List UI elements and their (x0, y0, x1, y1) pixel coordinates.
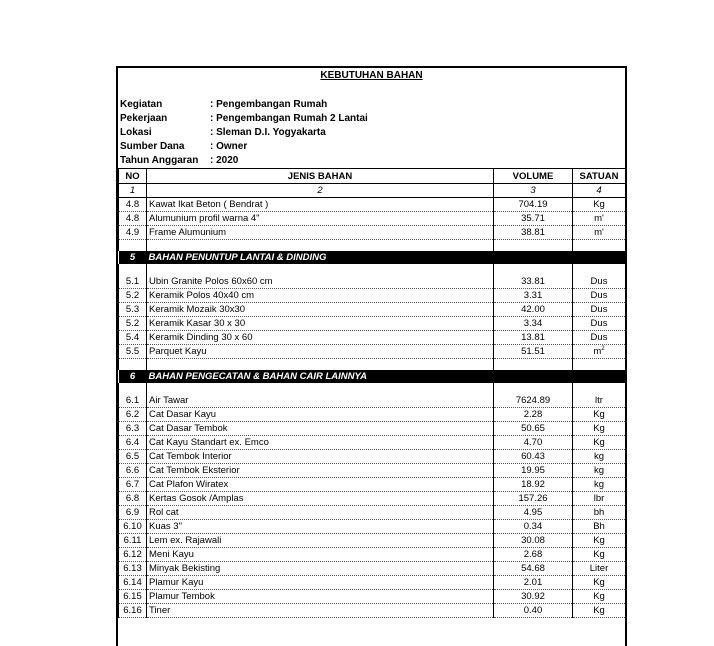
item-unit: ltr (573, 394, 626, 408)
section-no: 6 (119, 370, 147, 383)
info-label: Tahun Anggaran (120, 155, 199, 166)
item-unit: m' (573, 226, 626, 240)
blank-cell (573, 264, 626, 275)
item-volume: 4.95 (494, 506, 573, 520)
column-number-row (119, 184, 626, 198)
item-name: Lem ex. Rajawali (147, 534, 494, 548)
blank-cell (119, 383, 147, 394)
table-row[interactable] (119, 450, 626, 464)
blank-cell (147, 240, 494, 252)
item-unit: Dus (573, 275, 626, 289)
table-row[interactable] (119, 394, 626, 408)
section-title: BAHAN PENGECATAN & BAHAN CAIR LAINNYA (147, 370, 626, 383)
blank-cell (119, 264, 147, 275)
item-no: 6.1 (119, 394, 147, 408)
item-unit: Dus (573, 317, 626, 331)
item-name: Kuas 3" (147, 520, 494, 534)
item-unit: bh (573, 506, 626, 520)
item-volume: 33.81 (494, 275, 573, 289)
item-name: Cat Tembok Interior (147, 450, 494, 464)
item-name: Plamur Kayu (147, 576, 494, 590)
info-label: Pekerjaan (120, 113, 168, 124)
table-row[interactable] (119, 478, 626, 492)
item-unit: Kg (573, 198, 626, 212)
item-volume: 7624.89 (494, 394, 573, 408)
item-name: Parquet Kayu (147, 345, 494, 359)
item-no: 4.8 (119, 212, 147, 226)
item-no: 4.9 (119, 226, 147, 240)
sheet-title: KEBUTUHAN BAHAN (320, 70, 423, 81)
item-no: 6.5 (119, 450, 147, 464)
item-no: 6.11 (119, 534, 147, 548)
spreadsheet-sheet (116, 66, 627, 646)
item-name: Cat Tembok Eksterior (147, 464, 494, 478)
table-row[interactable] (119, 289, 626, 303)
blank-cell (147, 383, 494, 394)
info-value: : Sleman D.I. Yogyakarta (210, 127, 326, 138)
item-volume: 60.43 (494, 450, 573, 464)
info-value: : Pengembangan Rumah 2 Lantai (210, 113, 368, 124)
item-name: Alumunium profil warna 4" (147, 212, 494, 226)
item-volume: 0.34 (494, 520, 573, 534)
item-volume: 19.95 (494, 464, 573, 478)
col-number: 1 (119, 184, 147, 198)
table-row[interactable] (119, 548, 626, 562)
item-no: 6.10 (119, 520, 147, 534)
table-row[interactable] (119, 275, 626, 289)
item-unit: Dus (573, 289, 626, 303)
table-row[interactable] (119, 317, 626, 331)
item-no: 5.5 (119, 345, 147, 359)
blank-row (119, 359, 626, 371)
table-row[interactable] (119, 331, 626, 345)
header-volume: VOLUME (494, 169, 573, 184)
item-volume: 51.51 (494, 345, 573, 359)
item-no: 6.7 (119, 478, 147, 492)
table-row[interactable] (119, 506, 626, 520)
item-volume: 42.00 (494, 303, 573, 317)
item-name: Keramik Kasar 30 x 30 (147, 317, 494, 331)
unit-base: m (593, 346, 602, 357)
table-row[interactable] (119, 436, 626, 450)
col-number: 2 (147, 184, 494, 198)
item-no: 6.6 (119, 464, 147, 478)
item-name: Cat Dasar Tembok (147, 422, 494, 436)
item-name: Keramik Mozaik 30x30 (147, 303, 494, 317)
item-name: Plamur Tembok (147, 590, 494, 604)
item-no: 5.1 (119, 275, 147, 289)
item-no: 6.13 (119, 562, 147, 576)
item-volume: 35.71 (494, 212, 573, 226)
item-name: Cat Dasar Kayu (147, 408, 494, 422)
item-no: 5.2 (119, 289, 147, 303)
item-unit: Kg (573, 548, 626, 562)
item-no: 6.3 (119, 422, 147, 436)
col-number: 3 (494, 184, 573, 198)
table-row[interactable] (119, 576, 626, 590)
table-row[interactable] (119, 492, 626, 506)
item-volume: 30.08 (494, 534, 573, 548)
item-name: Cat Kayu Standart ex. Emco (147, 436, 494, 450)
item-unit: Kg (573, 534, 626, 548)
item-no: 5.4 (119, 331, 147, 345)
table-row[interactable] (119, 226, 626, 240)
item-no: 6.14 (119, 576, 147, 590)
blank-row (119, 383, 626, 394)
item-volume: 2.68 (494, 548, 573, 562)
item-unit: Dus (573, 303, 626, 317)
item-no: 6.15 (119, 590, 147, 604)
blank-cell (119, 240, 147, 252)
info-value: : 2020 (210, 155, 239, 166)
item-unit: Dus (573, 331, 626, 345)
item-volume: 3.34 (494, 317, 573, 331)
info-value: : Pengembangan Rumah (210, 99, 328, 110)
blank-cell (494, 264, 573, 275)
table-row[interactable] (119, 408, 626, 422)
item-unit: lbr (573, 492, 626, 506)
table-row[interactable] (119, 303, 626, 317)
item-volume: 13.81 (494, 331, 573, 345)
item-volume: 30.92 (494, 590, 573, 604)
col-number: 4 (573, 184, 626, 198)
blank-cell (494, 240, 573, 252)
section-no: 5 (119, 251, 147, 264)
table-row[interactable] (119, 562, 626, 576)
item-name: Tiner (147, 604, 494, 618)
blank-cell (573, 359, 626, 371)
item-name: Keramik Polos 40x40 cm (147, 289, 494, 303)
item-volume: 0.40 (494, 604, 573, 618)
item-unit: kg (573, 464, 626, 478)
info-value: : Owner (210, 141, 248, 152)
blank-cell (494, 383, 573, 394)
item-unit: Kg (573, 422, 626, 436)
item-unit: Kg (573, 436, 626, 450)
item-no: 6.9 (119, 506, 147, 520)
item-name: Minyak Bekisting (147, 562, 494, 576)
blank-cell (119, 359, 147, 371)
item-volume: 704.19 (494, 198, 573, 212)
item-no: 6.12 (119, 548, 147, 562)
item-no: 6.16 (119, 604, 147, 618)
item-unit: kg (573, 478, 626, 492)
item-name: Frame Alumunium (147, 226, 494, 240)
table-row[interactable] (119, 520, 626, 534)
material-table (118, 168, 626, 618)
header-no: NO (119, 169, 147, 184)
section-title: BAHAN PENUNTUP LANTAI & DINDING (147, 251, 626, 264)
item-volume: 38.81 (494, 226, 573, 240)
section-header-row (119, 370, 626, 383)
header-satuan: SATUAN (573, 169, 626, 184)
blank-cell (147, 359, 494, 371)
item-unit: Kg (573, 604, 626, 618)
info-label: Sumber Dana (120, 141, 185, 152)
header-row (119, 169, 626, 184)
item-unit: m' (573, 212, 626, 226)
item-name: Keramik Dinding 30 x 60 (147, 331, 494, 345)
item-unit: Kg (573, 576, 626, 590)
item-no: 6.8 (119, 492, 147, 506)
item-name: Rol cat (147, 506, 494, 520)
table-row[interactable] (119, 198, 626, 212)
item-unit (573, 345, 626, 359)
item-volume: 18.92 (494, 478, 573, 492)
item-name: Cat Plafon Wiratex (147, 478, 494, 492)
blank-row (119, 264, 626, 275)
item-unit: Kg (573, 590, 626, 604)
item-no: 5.2 (119, 317, 147, 331)
item-unit: Liter (573, 562, 626, 576)
item-volume: 54.68 (494, 562, 573, 576)
item-unit: Bh (573, 520, 626, 534)
item-volume: 2.01 (494, 576, 573, 590)
section-header-row (119, 251, 626, 264)
header-jenis-bahan: JENIS BAHAN (147, 169, 494, 184)
item-name: Kertas Gosok /Amplas (147, 492, 494, 506)
item-name: Ubin Granite Polos 60x60 cm (147, 275, 494, 289)
item-name: Meni Kayu (147, 548, 494, 562)
blank-cell (494, 359, 573, 371)
table-row[interactable] (119, 590, 626, 604)
table-row[interactable] (119, 422, 626, 436)
item-unit: kg (573, 450, 626, 464)
item-volume: 2.28 (494, 408, 573, 422)
item-no: 6.2 (119, 408, 147, 422)
unit-superscript: 2 (601, 345, 605, 352)
item-no: 6.4 (119, 436, 147, 450)
blank-cell (573, 240, 626, 252)
item-volume: 157.26 (494, 492, 573, 506)
table-row[interactable] (119, 604, 626, 618)
table-row[interactable] (119, 345, 626, 359)
blank-cell (147, 264, 494, 275)
item-name: Kawat Ikat Beton ( Bendrat ) (147, 198, 494, 212)
item-no: 4.8 (119, 198, 147, 212)
info-label: Lokasi (120, 127, 152, 138)
item-volume: 4.70 (494, 436, 573, 450)
item-name: Air Tawar (147, 394, 494, 408)
blank-row (119, 240, 626, 252)
item-volume: 50.65 (494, 422, 573, 436)
table-row[interactable] (119, 212, 626, 226)
blank-cell (573, 383, 626, 394)
info-label: Kegiatan (120, 99, 163, 110)
item-unit: Kg (573, 408, 626, 422)
table-row[interactable] (119, 464, 626, 478)
table-row[interactable] (119, 534, 626, 548)
item-volume: 3.31 (494, 289, 573, 303)
item-no: 5.3 (119, 303, 147, 317)
